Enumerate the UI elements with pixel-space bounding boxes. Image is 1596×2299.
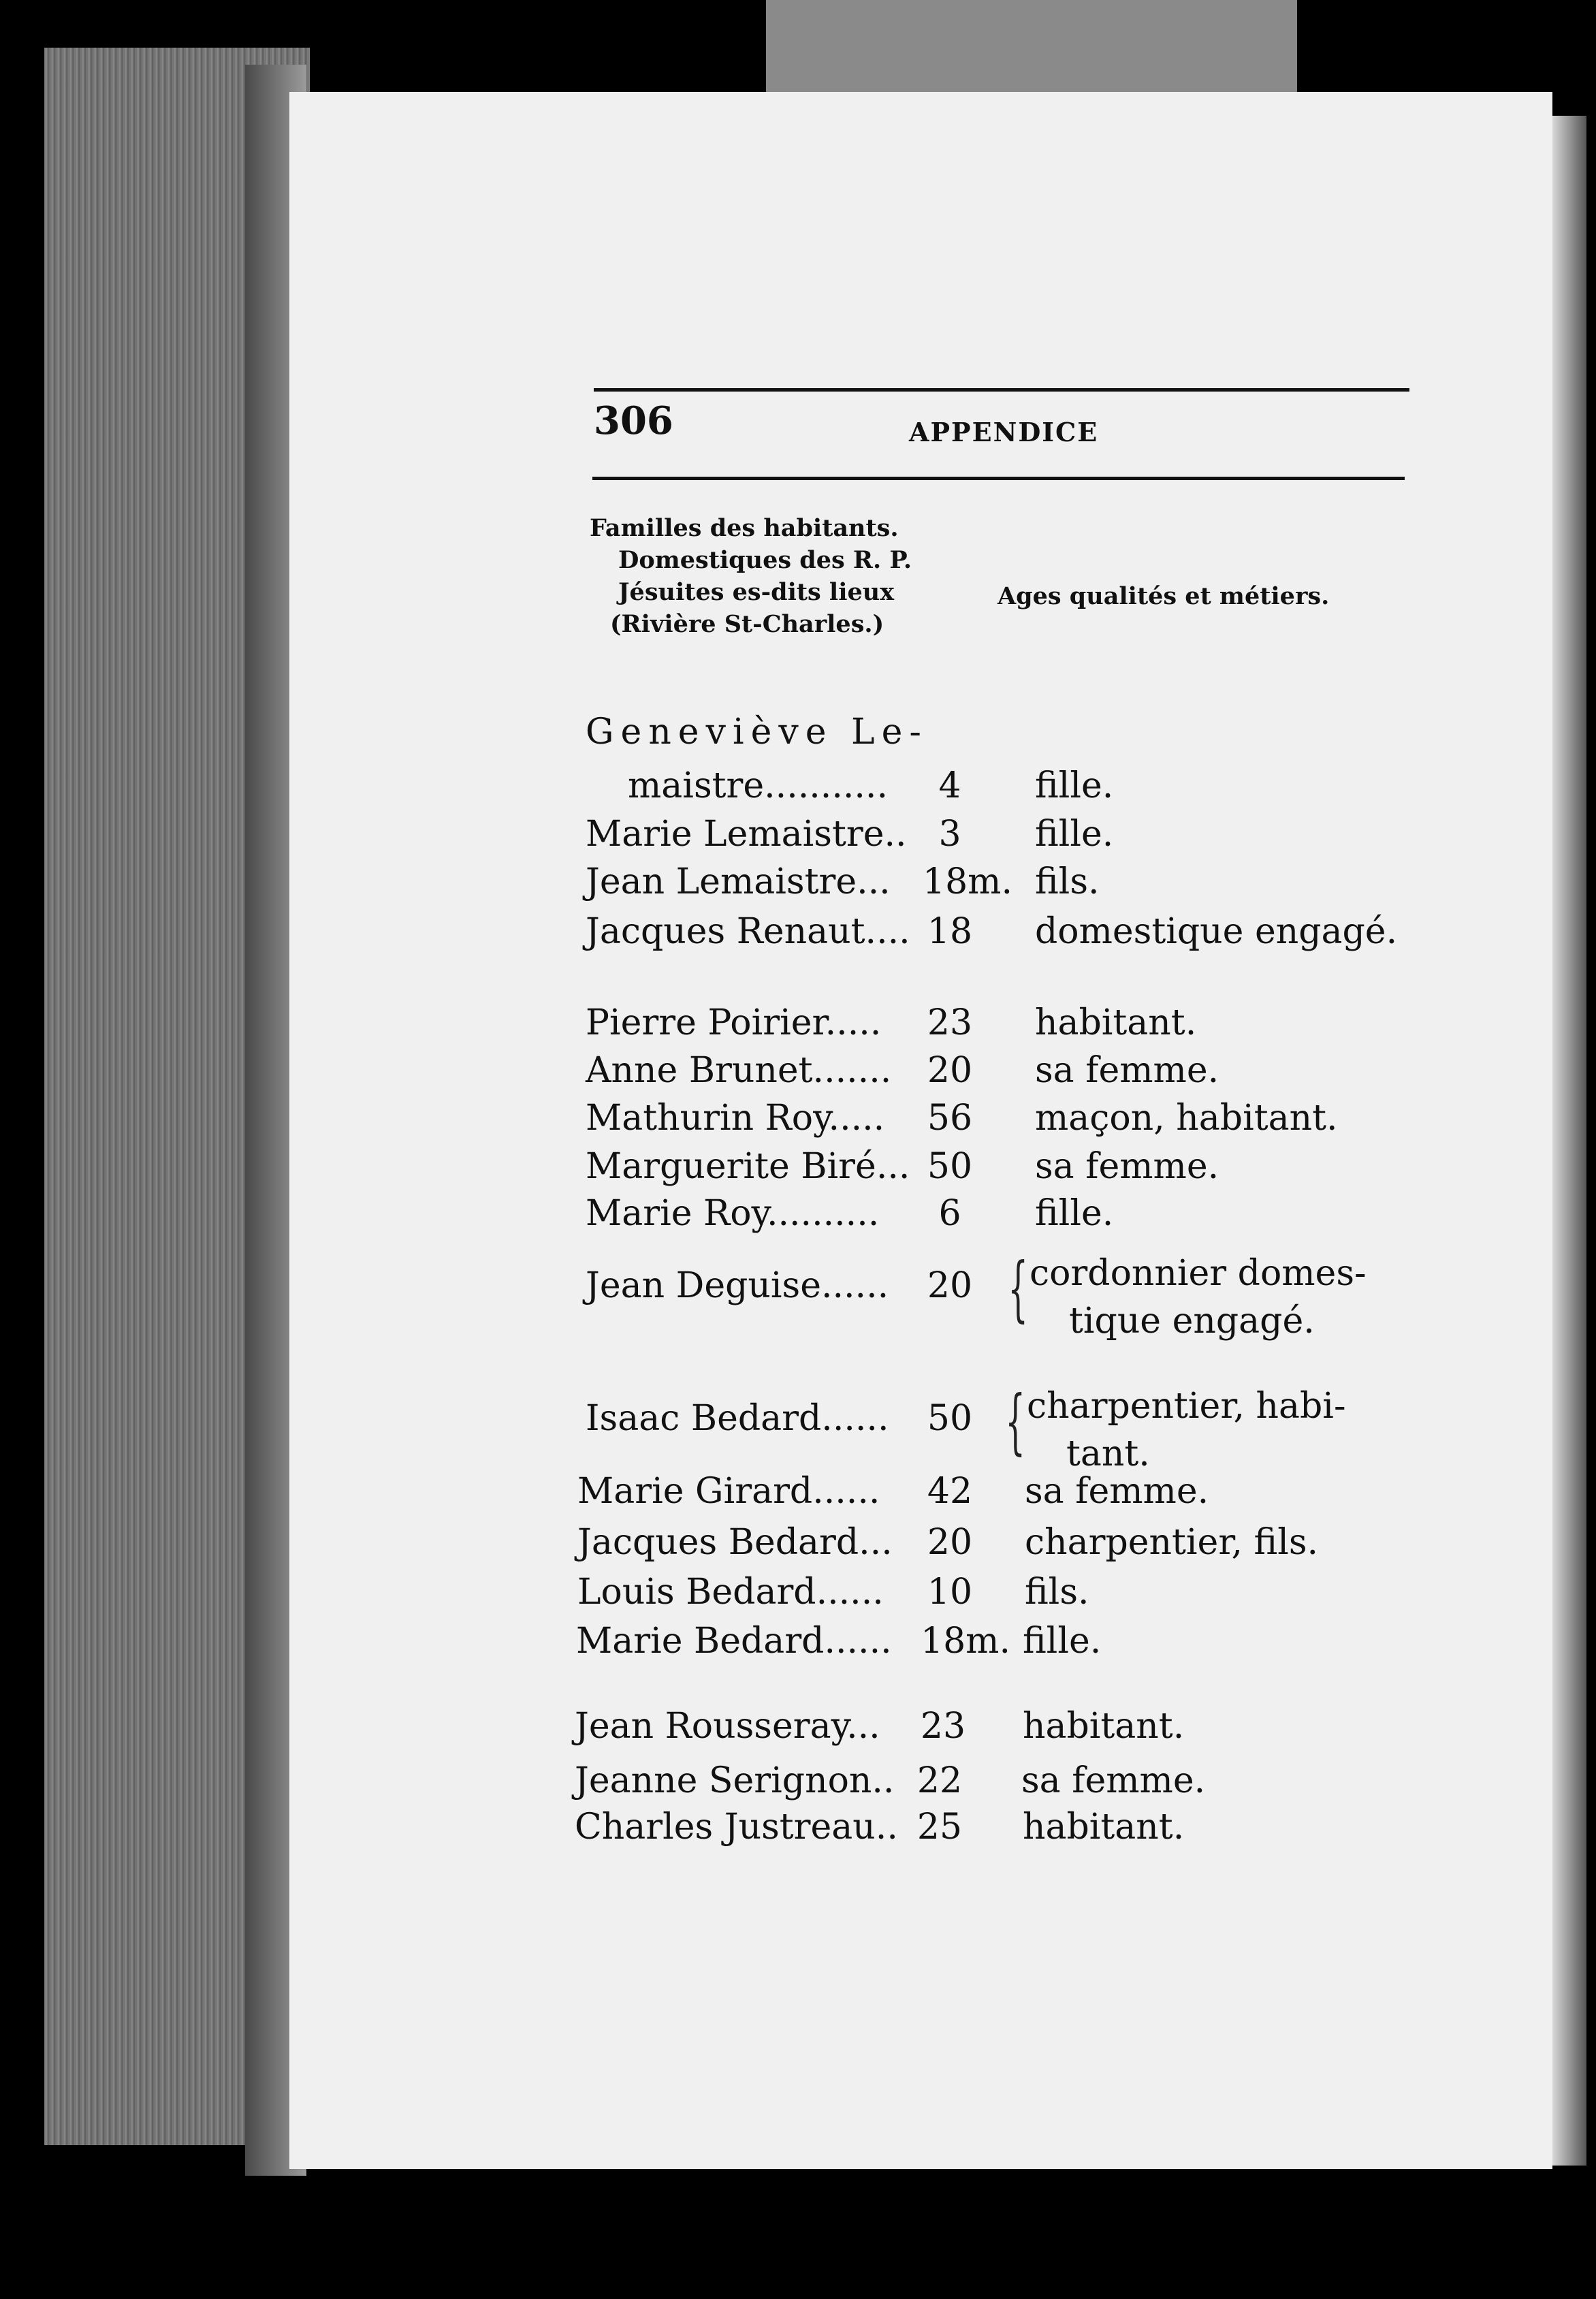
entry-age: 3 bbox=[938, 814, 961, 855]
list-item bbox=[0, 1621, 1596, 1668]
entry-name: maistre........... bbox=[628, 765, 888, 806]
entry-name: Charles Justreau.. bbox=[575, 1807, 898, 1848]
entry-occupation: fille. bbox=[1023, 1621, 1102, 1662]
entry-age: 50 bbox=[927, 1398, 973, 1439]
list-item bbox=[0, 1098, 1596, 1145]
entry-name: Jean Rousseray... bbox=[575, 1706, 880, 1747]
entry-occupation: habitant. bbox=[1023, 1807, 1185, 1848]
brace-glyph: { bbox=[1005, 1380, 1025, 1463]
entry-occupation: fils. bbox=[1035, 861, 1100, 902]
entry-name: Jeanne Serignon.. bbox=[575, 1760, 895, 1801]
brace-glyph: { bbox=[1008, 1247, 1028, 1330]
entry-age: 25 bbox=[916, 1807, 963, 1848]
entry-occupation: sa femme. bbox=[1035, 1050, 1219, 1091]
list-item bbox=[0, 1807, 1596, 1854]
entry-name: Marie Bedard...... bbox=[576, 1621, 892, 1662]
entry-occupation: fille. bbox=[1035, 1193, 1114, 1234]
entry-name: Jean Lemaistre... bbox=[586, 861, 891, 902]
entry-occupation: cordonnier domes- bbox=[1030, 1253, 1367, 1294]
entry-occupation-continued: tique engagé. bbox=[1069, 1301, 1315, 1342]
entry-name: Jacques Bedard... bbox=[577, 1522, 893, 1563]
left-heading-line-2: Domestiques des R. P. bbox=[618, 546, 912, 574]
entry-occupation: charpentier, fils. bbox=[1025, 1522, 1319, 1563]
list-item bbox=[0, 814, 1596, 861]
entry-occupation: habitant. bbox=[1023, 1706, 1185, 1747]
list-item bbox=[0, 765, 1596, 813]
entry-occupation: fils. bbox=[1025, 1572, 1089, 1613]
entry-name: Marie Roy.......... bbox=[586, 1193, 880, 1234]
page-number: 306 bbox=[594, 398, 673, 443]
left-heading-line-3: Jésuites es-dits lieux bbox=[618, 578, 895, 606]
entry-age: 22 bbox=[916, 1760, 963, 1801]
entry-age: 20 bbox=[927, 1265, 973, 1306]
list-item bbox=[0, 1522, 1596, 1570]
entry-occupation: fille. bbox=[1035, 765, 1114, 806]
entry-age: 50 bbox=[927, 1146, 973, 1187]
entry-age: 18 bbox=[927, 911, 973, 952]
entry-occupation: maçon, habitant. bbox=[1035, 1098, 1338, 1139]
entry-occupation: charpentier, habi- bbox=[1027, 1386, 1346, 1427]
entry-age: 4 bbox=[938, 765, 961, 806]
list-item bbox=[0, 1471, 1596, 1519]
entry-age: 23 bbox=[927, 1002, 973, 1043]
entry-occupation: sa femme. bbox=[1021, 1760, 1206, 1801]
entry-occupation-continued: tant. bbox=[1066, 1433, 1150, 1474]
entry-name: Anne Brunet....... bbox=[586, 1050, 892, 1091]
entry-age: 10 bbox=[927, 1572, 973, 1613]
left-column-heading bbox=[590, 512, 944, 640]
scan-background-strip bbox=[766, 0, 1297, 102]
entry-age: 20 bbox=[927, 1050, 973, 1091]
list-item bbox=[0, 1706, 1596, 1754]
running-head: APPENDICE bbox=[909, 417, 1099, 447]
top-rule bbox=[594, 388, 1409, 392]
list-item bbox=[0, 861, 1596, 909]
right-column-heading: Ages qualités et métiers. bbox=[998, 582, 1330, 610]
entry-name: Jean Deguise...... bbox=[586, 1265, 889, 1306]
entry-name: Marie Lemaistre.. bbox=[586, 814, 907, 855]
entry-name: Louis Bedard...... bbox=[577, 1572, 884, 1613]
list-item bbox=[0, 911, 1596, 959]
entry-age: 56 bbox=[927, 1098, 973, 1139]
entry-age: 6 bbox=[938, 1193, 961, 1234]
entry-name: Marie Girard...... bbox=[577, 1471, 880, 1512]
entry-age: 42 bbox=[927, 1471, 973, 1512]
entry-age: 18m. bbox=[923, 861, 1013, 902]
left-heading-line-4: (Rivière St-Charles.) bbox=[610, 610, 884, 638]
entry-occupation: sa femme. bbox=[1035, 1146, 1219, 1187]
entry-age: 20 bbox=[927, 1522, 973, 1563]
list-item bbox=[0, 1002, 1596, 1050]
entry-age: 18m. bbox=[921, 1621, 1011, 1662]
list-item bbox=[0, 712, 1596, 759]
entry-occupation: fille. bbox=[1035, 814, 1114, 855]
left-heading-line-1: Familles des habitants. bbox=[590, 514, 899, 542]
header-rule bbox=[592, 477, 1405, 480]
list-item bbox=[0, 1146, 1596, 1194]
list-item bbox=[0, 1050, 1596, 1098]
entry-occupation: sa femme. bbox=[1025, 1471, 1209, 1512]
entry-name: Isaac Bedard...... bbox=[586, 1398, 889, 1439]
list-item bbox=[0, 1760, 1596, 1808]
entry-name: Geneviève Le- bbox=[586, 712, 928, 752]
entry-occupation: domestique engagé. bbox=[1035, 911, 1398, 952]
entry-occupation: habitant. bbox=[1035, 1002, 1197, 1043]
entry-age: 23 bbox=[920, 1706, 966, 1747]
entry-name: Pierre Poirier..... bbox=[586, 1002, 882, 1043]
list-item bbox=[0, 1247, 1596, 1355]
list-item bbox=[0, 1572, 1596, 1619]
entry-name: Mathurin Roy..... bbox=[586, 1098, 885, 1139]
entry-name: Marguerite Biré... bbox=[586, 1146, 910, 1187]
entry-name: Jacques Renaut.... bbox=[586, 911, 910, 952]
list-item bbox=[0, 1193, 1596, 1241]
